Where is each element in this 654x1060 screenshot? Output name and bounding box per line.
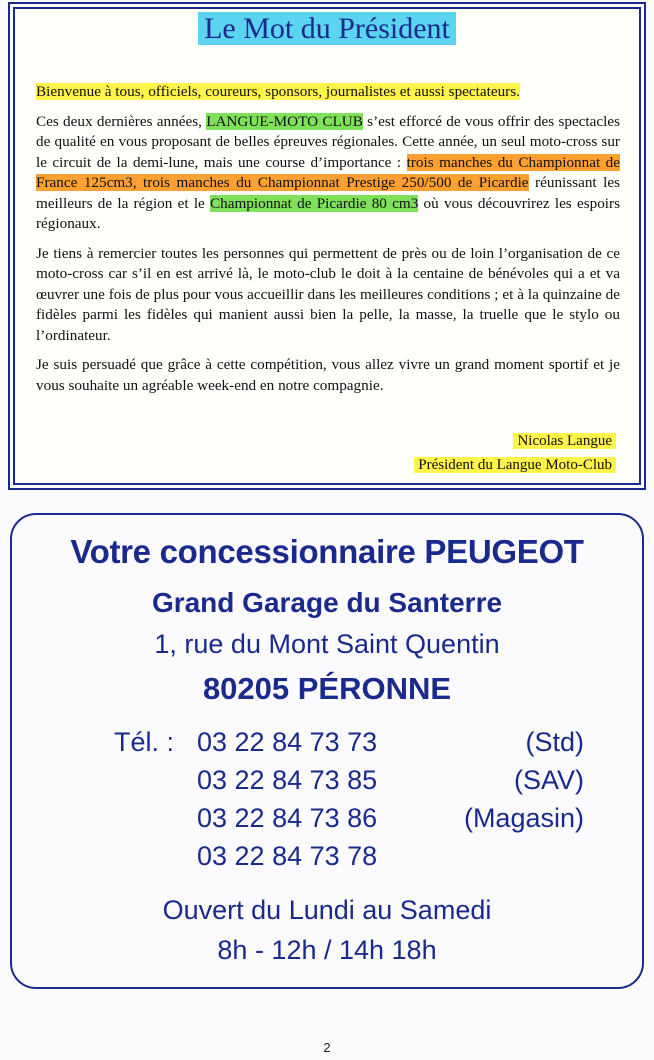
phone-row xyxy=(114,841,584,879)
ad-city: 80205 PÉRONNE xyxy=(202,671,452,706)
phone-row xyxy=(114,727,584,765)
phone-number: 03 22 84 73 73 xyxy=(197,727,378,757)
thanks-text: Je tiens à remercier toutes les personnes qui permettent de près ou de loin l’organisation de ce moto-cross car s’il en est arrivé là, le moto-club le doit à la centaine de bénévoles qui a et va œuvrer une fois de plus pour vous accueillir dans les meilleures conditions ; et à la quinzaine de fidèles parmi les fidèles qui manient aussi bien la pelle, la masse, la truelle que le stylo ou l’ordinateur. xyxy=(36,244,620,344)
paragraph-welcome xyxy=(36,82,620,103)
president-message-body xyxy=(36,82,620,405)
phone-number: 03 22 84 73 85 xyxy=(197,765,378,795)
club-name-highlight: LANGUE-MOTO CLUB xyxy=(206,112,363,130)
phone-row xyxy=(114,803,584,841)
paragraph-closing xyxy=(36,355,620,396)
phone-list xyxy=(114,727,584,879)
phone-type: (Std) xyxy=(525,727,584,757)
events-text-c: réunissant les meilleurs de la région et le xyxy=(36,174,621,212)
signature-name: Nicolas Langue xyxy=(513,433,616,449)
phone-type: (SAV) xyxy=(513,765,584,795)
president-title-text: Le Mot du Président xyxy=(198,12,456,45)
opening-days: Ouvert du Lundi au Samedi xyxy=(162,895,492,925)
phone-number: 03 22 84 73 78 xyxy=(197,841,378,871)
ad-headline: Votre concessionnaire PEUGEOT xyxy=(70,533,584,570)
opening-hours: 8h - 12h / 14h 18h xyxy=(217,935,437,965)
signature-role-line xyxy=(414,453,616,477)
events-text-d: où vous découvrirez les espoirs régionaux. xyxy=(36,194,620,232)
closing-text: Je suis persuadé que grâce à cette compétition, vous allez vivre un grand moment sportif et je vous souhaite un agréable week-end en notre compagnie. xyxy=(36,356,620,394)
paragraph-events xyxy=(36,112,620,235)
championship-picardie-highlight: Championnat de Picardie 80 cm3 xyxy=(210,194,419,212)
phone-type: (Magasin) xyxy=(463,803,584,833)
president-title xyxy=(10,12,644,46)
paragraph-thanks xyxy=(36,244,620,347)
ad-company-name: Grand Garage du Santerre xyxy=(151,587,503,618)
president-message-box xyxy=(8,2,646,490)
tel-label: Tél. : xyxy=(114,727,175,757)
dealer-advertisement xyxy=(10,513,644,989)
welcome-text: Bienvenue à tous, officiels, coureurs, sponsors, journalistes et aussi spectateurs. xyxy=(36,83,520,100)
ad-address: 1, rue du Mont Saint Quentin xyxy=(154,629,500,659)
signature-name-line xyxy=(414,429,616,453)
events-text-a: Ces deux dernières années, xyxy=(36,112,207,130)
events-text-b: s’est efforcé de vous offrir des spectacles de qualité en vous proposant de belles épreuves régionales. Cette année, un seul moto-cross sur le circuit de la demi-lune, mais une course d’importance : xyxy=(36,112,620,171)
phone-row xyxy=(114,765,584,803)
signature-block xyxy=(414,429,616,477)
phone-number: 03 22 84 73 86 xyxy=(197,803,378,833)
signature-role: Président du Langue Moto-Club xyxy=(414,457,616,473)
page-number: 2 xyxy=(323,1040,331,1055)
championship-france-highlight: trois manches du Championnat de France 125cm3, trois manches du Championnat Prestige 250/500 de Picardie xyxy=(36,153,620,191)
